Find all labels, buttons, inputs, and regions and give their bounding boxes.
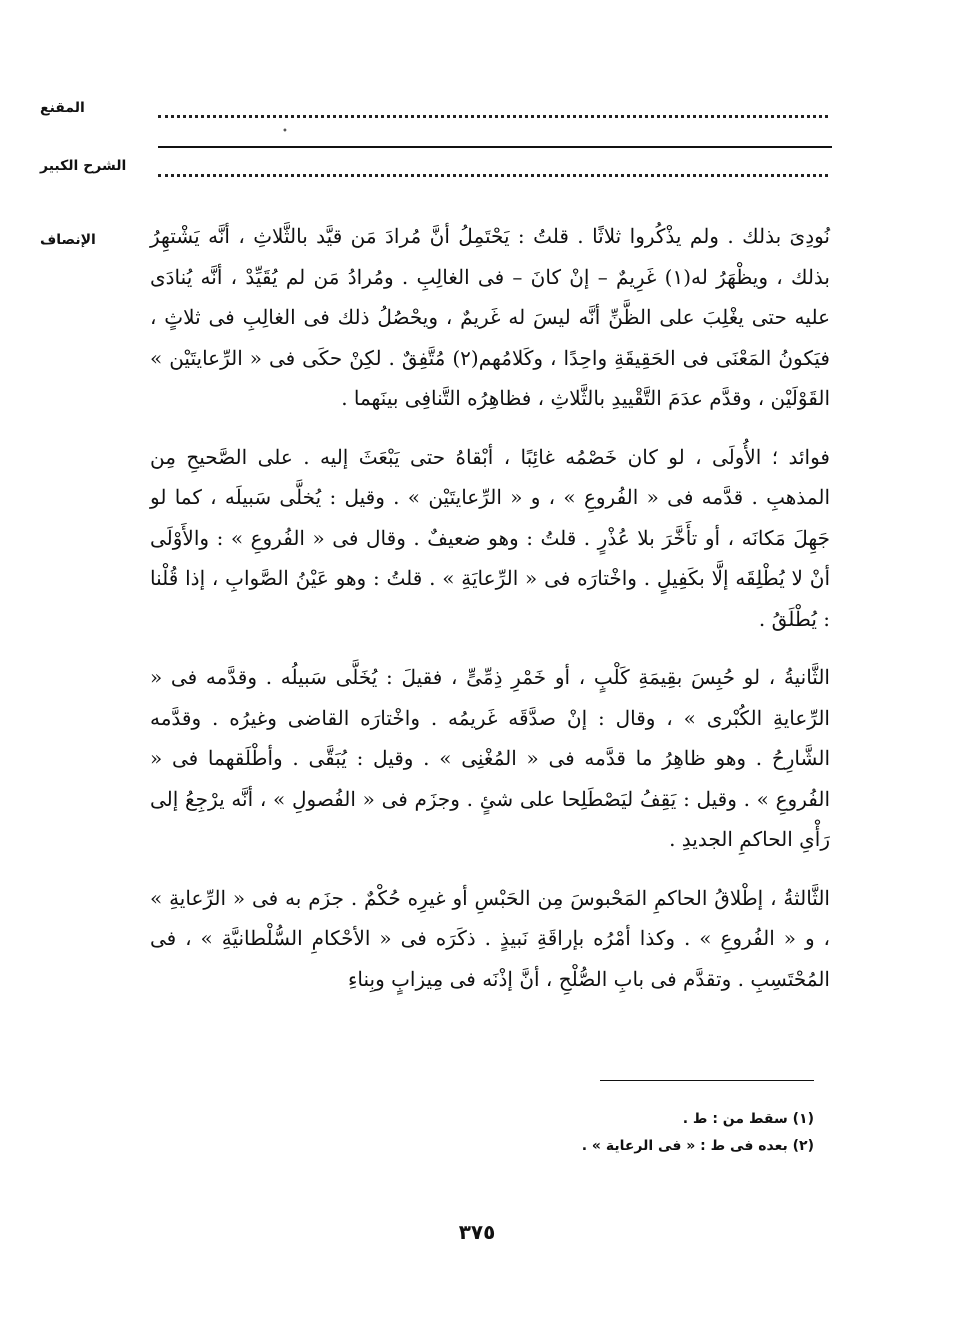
muqni-label: المقنع bbox=[40, 100, 85, 116]
page-number: ٣٧٥ bbox=[458, 1220, 496, 1244]
header-divider bbox=[158, 146, 832, 148]
paragraph-2: فوائد ؛ الأُولَى ، لو كان خَصْمُه غائِبًا ، أبْقاهُ حتى يَبْعَثَ إليه . على الصَّحيحِ مِن المذهبِ . قدَّمه فى « الفُروعِ » ، و « الرِّعايتَيْن » . وقيل : يُخلَّى سَبيلَه ، كما لو جَهِلَ مَكانَه ، أو تأَخَّرَ بلا عُذْرٍ . قلتُ : وهو ضعيفٌ . وقال فى « الفُروعِ » : والأَوْلَى أنْ لا يُطْلِقَه إلَّا بكَفِيلٍ . واخْتارَه فى « الرِّعايَةِ » . قلتُ : وهو عَيْنُ الصَّوابِ ، إذا قُلْنا : يُطْلَقُ . bbox=[150, 444, 831, 631]
main-text bbox=[150, 216, 830, 999]
sharh-placeholder-dots bbox=[158, 174, 828, 177]
paragraph-3: الثَّانيةُ ، لو حُبِسَ بقِيمَةِ كَلْبٍ ، أو خَمْرِ ذِمِّىٍّ ، فقيلَ : يُخَلَّى سَبيلُه . وقدَّمه فى « الرِّعايةِ الكُبْرى » ، وقال : إنْ صدَّقَه غَريمُه . واخْتارَه القاضى وغيرُه . وقدَّمه الشَّارِحُ . وهو ظاهِرُ ما قدَّمه فى « المُغْنِى » . وقيل : يُبَقَّى . وأطْلَقهما فى « الفُروعِ » . وقيل : يَقِفُ ليَصْطَلِحا على شئٍ . وجزَم فى « الفُصولِ » ، أنَّه يرْجِعُ إلى رَأْىِ الحاكمِ الجديدِ . bbox=[150, 665, 830, 851]
footnote-divider bbox=[600, 1080, 814, 1081]
footnotes bbox=[300, 1106, 814, 1160]
insaf-label: الإنصاف bbox=[40, 232, 96, 248]
footnote-1: (١) سقط من : ط . bbox=[682, 1111, 814, 1127]
stray-mark: • bbox=[282, 126, 288, 137]
paragraph-4: الثَّالثةُ ، إطْلاقُ الحاكمِ المَحْبوسَ مِن الحَبْسِ أو غيرِه حُكْمٌ . جزَم به فى « الرِّعايةِ » ، و « الفُروعِ » . وكذا أمْرُه بإراقَةِ نَبيذٍ . ذكَرَه فى « الأحْكامِ السُّلْطانيَّةِ » ، فى المُحْتَسِبِ . وتقدَّم فى بابِ الصُّلْحِ ، أنَّ إذْنَه فى مِيزابٍ وبِناءِ bbox=[150, 885, 830, 991]
sharh-label: الشرح الكبير bbox=[40, 158, 127, 174]
paragraph-1: نُودِىَ بذلك . ولم يذْكُروا ثلاثًا . قلتُ : يَحْتَمِلُ أنَّ مُرادَ مَن قيَّد بالثَّلاثِ ، أنَّه يَشْتهِرُ بذلك ، ويظْهَرُ له(١) غَرِيمٌ – إنْ كانَ – فى الغالِبِ . ومُرادُ مَن لم يُقَيِّدْ ، أنَّه يُنادَى عليه حتى يغْلِبَ على الظَّنِّ أنَّه ليسَ له غَريمٌ ، ويحْصُلُ ذلك فى الغالِبِ فى ثلاثٍ ، فيَكونُ المَعْنَى فى الحَقِيقَةِ واحِدًا ، وكَلامُهم(٢) مُتَّفِقٌ . لكِنْ حكَى فى « الرِّعايتَيْن » القَوْلَيْن ، وقدَّم عدَمَ التَّقْييدِ بالثَّلاثِ ، فظاهِرُه التَّنافِى بينَهما . bbox=[150, 224, 831, 410]
footnote-2: (٢) بعده فى ط : « فى الرعاية » . bbox=[581, 1138, 814, 1154]
muqni-placeholder-dots bbox=[158, 115, 828, 118]
